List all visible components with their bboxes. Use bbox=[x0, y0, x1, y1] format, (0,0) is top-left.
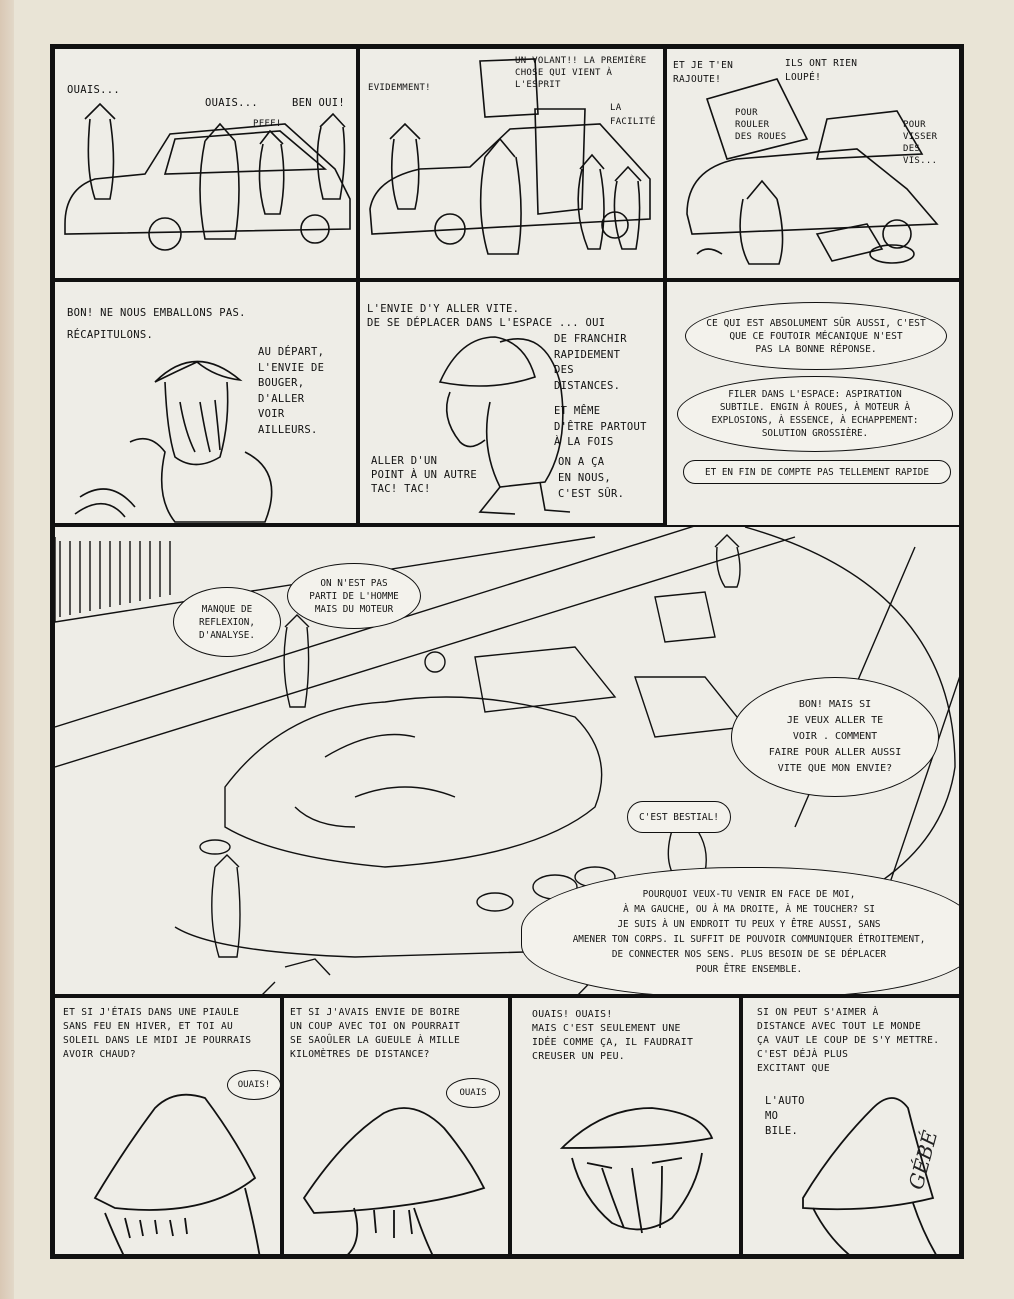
narration-on-a-ca: ON A ÇA EN NOUS, C'EST SÛR. bbox=[558, 456, 625, 500]
narration-et-meme: ET MÊME D'ÊTRE PARTOUT À LA FOIS bbox=[554, 405, 647, 448]
panel-7-car-scrap-pile bbox=[53, 525, 961, 996]
bubble-on-nest-pas-parti: ON N'EST PAS PARTI DE L'HOMME MAIS DU MOTEUR bbox=[287, 563, 421, 629]
speech-un-volant: UN VOLANT!! LA PREMIÈRE CHOSE QUI VIENT À L'ESPRIT bbox=[515, 56, 647, 90]
panel-9-boire-un-coup bbox=[282, 996, 510, 1256]
panel-1-car-inspection bbox=[53, 47, 358, 280]
panel-5-envie-vite bbox=[358, 280, 665, 525]
panel-6-foutoir-mecanique bbox=[665, 280, 961, 525]
narration-de-franchir: DE FRANCHIR RAPIDEMENT DES DISTANCES. bbox=[554, 333, 627, 392]
label-pour-rouler: POUR ROULER DES ROUES bbox=[735, 108, 787, 142]
speech-ouais-2: OUAIS... bbox=[205, 97, 258, 109]
label-pour-visser: POUR VISSER DES VIS... bbox=[903, 120, 938, 166]
speech-ouais-1: OUAIS... bbox=[67, 84, 120, 96]
panel-11-lautomobile bbox=[741, 996, 961, 1256]
artist-signature: GÉBÉ bbox=[903, 1127, 943, 1193]
bubble-manque-de-reflexion: MANQUE DE REFLEXION, D'ANALYSE. bbox=[173, 587, 281, 657]
narration-aller-dun-point: ALLER D'UN POINT À UN AUTRE TAC! TAC! bbox=[371, 455, 477, 495]
panel-10-creuser-un-peu bbox=[510, 996, 741, 1256]
narration-lautomobile: L'AUTO MO BILE. bbox=[765, 1095, 805, 1137]
narration-ouais-ouais-mais: OUAIS! OUAIS! MAIS C'EST SEULEMENT UNE IDÉE COMME ÇA, IL FAUDRAIT CREUSER UN PEU. bbox=[532, 1009, 694, 1062]
comic-page bbox=[50, 44, 964, 1259]
bubble-pourquoi-veux-tu: POURQUOI VEUX-TU VENIR EN FACE DE MOI, À MA GAUCHE, OU À MA DROITE, À ME TOUCHER? SI JE SUIS À UN ENDROIT TU PEUX Y ÊTRE AUSSI, SANS AMENER TON CORPS. IL SUFFIT DE POUVOIR COMMUNIQUER ÉTROITEMENT, DE CONNECTER NOS SENS. PLUS BESOIN DE SE DÉPLACER POUR ÊTRE ENSEMBLE. bbox=[521, 867, 961, 996]
speech-ils-ont-rien-loupe: ILS ONT RIEN LOUPÉ! bbox=[785, 58, 858, 83]
speech-ben-oui: BEN OUI! bbox=[292, 97, 345, 109]
narration-et-si-javais: ET SI J'AVAIS ENVIE DE BOIRE UN COUP AVEC TOI ON POURRAIT SE SAOÛLER LA GUEULE À MILLE KILOMÈTRES DE DISTANCE? bbox=[290, 1007, 461, 1060]
bubble-ce-qui-est-absolument-sur: CE QUI EST ABSOLUMENT SÛR AUSSI, C'EST QUE CE FOUTOIR MÉCANIQUE N'EST PAS LA BONNE RÉPONSE. bbox=[685, 302, 947, 370]
panel-4-recapitulons bbox=[53, 280, 358, 525]
narration-au-depart: AU DÉPART, L'ENVIE DE BOUGER, D'ALLER VOIR AILLEURS. bbox=[258, 346, 325, 436]
speech-et-je-ten-rajoute: ET JE T'EN RAJOUTE! bbox=[673, 60, 734, 85]
bubble-ouais-8: OUAIS! bbox=[227, 1070, 281, 1100]
narration-bon-recapitulons: BON! NE NOUS EMBALLONS PAS. RÉCAPITULONS. bbox=[67, 307, 246, 341]
narration-et-si-jetais: ET SI J'ÉTAIS DANS UNE PIAULE SANS FEU EN HIVER, ET TOI AU SOLEIL DANS LE MIDI JE POURRAIS AVOIR CHAUD? bbox=[63, 1007, 252, 1060]
speech-evidemment: EVIDEMMENT! bbox=[368, 83, 431, 93]
speech-pfff: PFFF! bbox=[253, 119, 282, 129]
panel-8-piaule bbox=[53, 996, 282, 1256]
bubble-ouais-9: OUAIS bbox=[446, 1078, 500, 1108]
narration-lenvie: L'ENVIE D'Y ALLER VITE. DE SE DÉPLACER DANS L'ESPACE ... OUI bbox=[367, 303, 606, 329]
narration-si-on-peut-saimer: SI ON PEUT S'AIMER À DISTANCE AVEC TOUT LE MONDE ÇA VAUT LE COUP DE S'Y METTRE. C'EST DÉJÀ PLUS EXCITANT QUE bbox=[757, 1007, 940, 1074]
bubble-cest-bestial: C'EST BESTIAL! bbox=[627, 801, 731, 833]
bubble-filer-dans-lespace: FILER DANS L'ESPACE: ASPIRATION SUBTILE. ENGIN À ROUES, À MOTEUR À EXPLOSIONS, À ESSENCE, À ECHAPPEMENT: SOLUTION GROSSIÈRE. bbox=[677, 376, 953, 452]
paper-edge bbox=[0, 0, 14, 1299]
bubble-bon-mais-si: BON! MAIS SI JE VEUX ALLER TE VOIR . COMMENT FAIRE POUR ALLER AUSSI VITE QUE MON ENVIE? bbox=[731, 677, 939, 797]
speech-la-facilite: LA FACILITÉ bbox=[610, 103, 656, 127]
bubble-pas-tellement-rapide: ET EN FIN DE COMPTE PAS TELLEMENT RAPIDE bbox=[683, 460, 951, 484]
panel-3-car-dismantling bbox=[665, 47, 961, 280]
panel-2-car-opened bbox=[358, 47, 665, 280]
